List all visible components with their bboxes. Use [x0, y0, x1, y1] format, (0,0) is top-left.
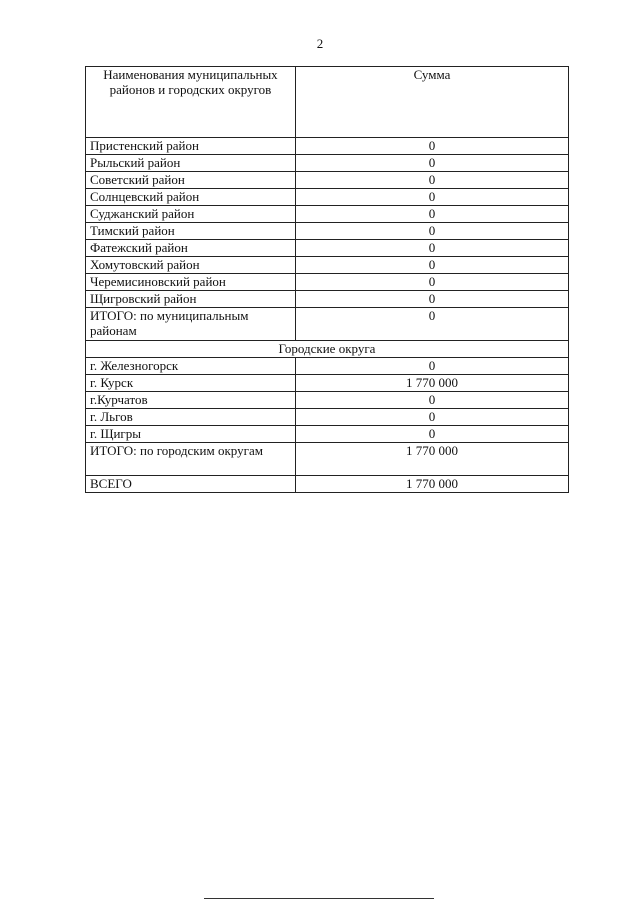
header-sum-cell: Сумма — [295, 67, 568, 138]
district-sum: 0 — [295, 223, 568, 240]
cities-total-label: ИТОГО: по городским округам — [86, 443, 296, 476]
table-row — [86, 291, 569, 308]
table-row — [86, 392, 569, 409]
city-name: г. Льгов — [86, 409, 296, 426]
table-row — [86, 375, 569, 392]
table-row — [86, 409, 569, 426]
district-sum: 0 — [295, 138, 568, 155]
cities-total-row — [86, 443, 569, 476]
district-sum: 0 — [295, 257, 568, 274]
grand-total-sum: 1 770 000 — [295, 476, 568, 493]
table-row — [86, 223, 569, 240]
table-row — [86, 138, 569, 155]
city-name: г. Щигры — [86, 426, 296, 443]
page-number: 2 — [316, 36, 324, 51]
table-row — [86, 240, 569, 257]
districts-total-row — [86, 308, 569, 341]
table-row — [86, 257, 569, 274]
district-sum: 0 — [295, 274, 568, 291]
district-sum: 0 — [295, 291, 568, 308]
grand-total-row — [86, 476, 569, 493]
district-sum: 0 — [295, 206, 568, 223]
table-row — [86, 206, 569, 223]
table-row — [86, 426, 569, 443]
city-name: г. Курск — [86, 375, 296, 392]
district-name: Фатежский район — [86, 240, 296, 257]
table-header-row — [86, 67, 569, 138]
district-sum: 0 — [295, 240, 568, 257]
city-sum: 0 — [295, 358, 568, 375]
city-sum: 1 770 000 — [295, 375, 568, 392]
table-row — [86, 155, 569, 172]
district-name: Пристенский район — [86, 138, 296, 155]
district-sum: 0 — [295, 189, 568, 206]
city-name: г. Железногорск — [86, 358, 296, 375]
cities-total-sum: 1 770 000 — [295, 443, 568, 476]
districts-total-sum: 0 — [295, 308, 568, 341]
table-row — [86, 189, 569, 206]
table-row — [86, 358, 569, 375]
district-sum: 0 — [295, 172, 568, 189]
district-sum: 0 — [295, 155, 568, 172]
city-sum: 0 — [295, 409, 568, 426]
bottom-rule — [204, 898, 434, 899]
district-name: Солнцевский район — [86, 189, 296, 206]
city-sum: 0 — [295, 392, 568, 409]
header-name-cell — [86, 67, 296, 138]
district-name: Советский район — [86, 172, 296, 189]
district-name: Щигровский район — [86, 291, 296, 308]
district-name: Черемисиновский район — [86, 274, 296, 291]
grand-total-label: ВСЕГО — [86, 476, 296, 493]
districts-total-label: ИТОГО: по муниципальным районам — [86, 308, 296, 341]
allocation-table — [85, 66, 569, 493]
table-row — [86, 172, 569, 189]
cities-section-row — [86, 341, 569, 358]
header-name-label: Наименования муниципальных районов и городских округов — [103, 67, 278, 97]
cities-section-title: Городские округа — [86, 341, 569, 358]
district-name: Хомутовский район — [86, 257, 296, 274]
district-name: Тимский район — [86, 223, 296, 240]
city-sum: 0 — [295, 426, 568, 443]
district-name: Суджанский район — [86, 206, 296, 223]
city-name: г.Курчатов — [86, 392, 296, 409]
table-row — [86, 274, 569, 291]
district-name: Рыльский район — [86, 155, 296, 172]
